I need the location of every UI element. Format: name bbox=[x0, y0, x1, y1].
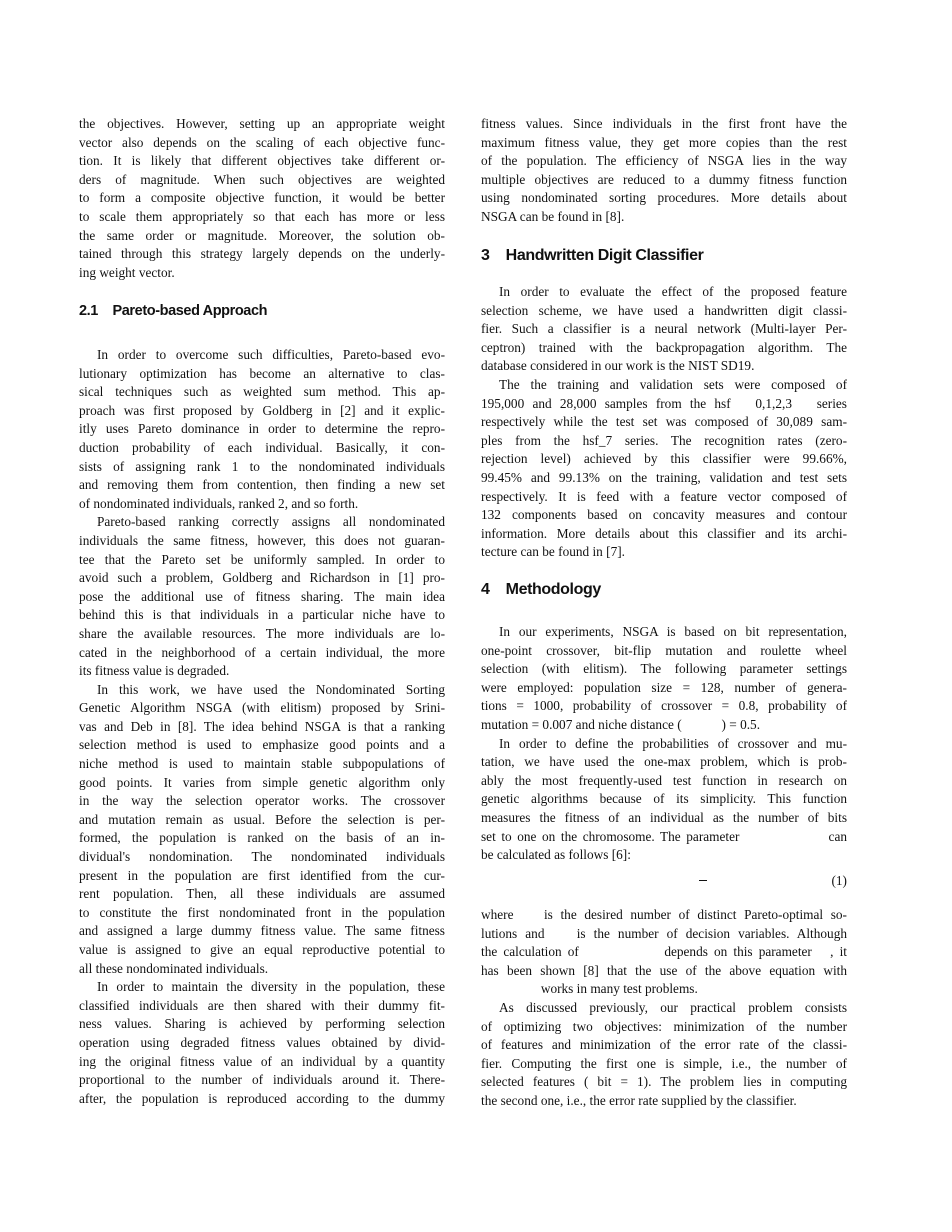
text-line: lutions and is the number of decision variables. Although bbox=[481, 925, 847, 941]
text-line: selection scheme, we have used a handwritten digit classi- bbox=[481, 302, 847, 318]
text-line: proportional to the number of individuals around it. There- bbox=[79, 1072, 445, 1088]
text-line: ceptron) trained with the backpropagation algorithm. The bbox=[481, 339, 847, 355]
text-line: and mutation remain as usual. Before the selection is per- bbox=[79, 811, 445, 827]
paragraph bbox=[481, 735, 847, 865]
text-line: to constitute the first nondominated front in the population bbox=[79, 904, 445, 920]
text-line: multiple objectives are reduced to a dummy fitness function bbox=[481, 171, 847, 187]
section-heading-2-1: 2.1 Pareto-based Approach bbox=[79, 303, 268, 319]
text-line: the objectives. However, setting up an appropriate weight bbox=[79, 116, 445, 131]
text-line: classified individuals are then shared with their dummy fit- bbox=[79, 997, 445, 1013]
paragraph bbox=[481, 906, 847, 999]
text-line: present in the population are first identified from the cur- bbox=[79, 867, 445, 883]
text-line: value is assigned to give an equal reproductive potential to bbox=[79, 942, 445, 957]
text-line: 132 components based on concavity measures and contour bbox=[481, 507, 847, 523]
text-line: the calculation of depends on this parameter , it bbox=[481, 944, 847, 960]
text-line: cated in the neighborhood of a certain individual, the more bbox=[79, 644, 445, 660]
paragraph bbox=[481, 283, 847, 376]
text-line: works in many test problems. bbox=[481, 981, 698, 997]
text-line: ably the most frequently-used test function in research on bbox=[481, 772, 847, 788]
text-line: formed, the population is ranked on the basis of an in- bbox=[79, 830, 445, 846]
text-line: pose the additional use of fitness sharing. The main idea bbox=[79, 588, 445, 604]
text-line: 195,000 and 28,000 samples from the hsf 0,1,2,3 series bbox=[481, 395, 847, 411]
text-line: in the way the selection operator works. The crossover bbox=[79, 793, 445, 809]
text-line: dividual's nondomination. The nondominated individuals bbox=[79, 849, 445, 865]
text-line: good points. It varies from simple genetic algorithm only bbox=[79, 774, 445, 790]
text-line: mutation = 0.007 and niche distance ( ) = 0.5. bbox=[481, 716, 761, 732]
section-4-body-b bbox=[481, 906, 847, 1111]
text-line: of features and minimization of the error rate of the classi- bbox=[481, 1037, 847, 1053]
text-line: vas and Deb in [8]. The idea behind NSGA is that a ranking bbox=[79, 718, 445, 734]
text-line: 99.45% and 99.13% on the training, validation and test sets bbox=[481, 469, 847, 485]
text-line: NSGA can be found in [8]. bbox=[481, 208, 625, 224]
section-2-1-body bbox=[79, 346, 445, 1108]
paragraph bbox=[481, 999, 847, 1111]
paragraph-intro-right bbox=[481, 115, 847, 227]
text-line: of the population. The efficiency of NSGA lies in the way bbox=[481, 153, 847, 169]
text-line: In this work, we have used the Nondominated Sorting bbox=[97, 681, 445, 697]
text-line: and removing them from contention, then finding a new set bbox=[79, 477, 445, 493]
text-line: all these nondominated individuals. bbox=[79, 960, 269, 976]
text-line: respectively. It is feed with a feature vector composed of bbox=[481, 488, 847, 504]
text-line: of optimizing two objectives: minimization of the number bbox=[481, 1018, 847, 1034]
text-line: the same order or magnitude. Moreover, the solution ob- bbox=[79, 227, 445, 243]
text-line: tecture can be found in [7]. bbox=[481, 544, 625, 560]
text-line: tion. It is likely that different objectives take different or- bbox=[79, 153, 445, 169]
text-line: In order to maintain the diversity in the population, these bbox=[97, 979, 445, 995]
text-line: The the training and validation sets were composed of bbox=[499, 376, 847, 392]
text-line: ing the original fitness value of an individual by a quantity bbox=[79, 1053, 445, 1069]
text-line: tation, we have used the one-max problem, which is prob- bbox=[481, 754, 847, 770]
fraction-bar bbox=[699, 880, 707, 881]
text-line: and assigned a large dummy fitness value. The same fitness bbox=[79, 923, 445, 939]
text-line: information. More details about this classifier and its archi- bbox=[481, 525, 847, 541]
paragraph bbox=[481, 623, 847, 735]
text-line: respectively while the test set was composed of 30,089 sam- bbox=[481, 414, 847, 430]
text-line: selection (with elitism). The following parameter settings bbox=[481, 661, 847, 677]
text-line: tions = 1000, probability of crossover = 0.8, probability of bbox=[481, 698, 847, 714]
text-line: itly uses Pareto dominance in order to determine the repro- bbox=[79, 421, 445, 437]
text-line: sists of assigning rank 1 to the nondominated individuals bbox=[79, 458, 445, 474]
text-line: ples from the hsf_7 series. The recognition rates (zero- bbox=[481, 432, 847, 448]
text-line: duction probability of each individual. Basically, it con- bbox=[79, 439, 445, 455]
text-line: share the available resources. The more individuals are lo- bbox=[79, 625, 445, 641]
text-line: ness values. Sharing is achieved by performing selection bbox=[79, 1016, 445, 1032]
text-line: ing weight vector. bbox=[79, 264, 175, 280]
paragraph bbox=[481, 115, 847, 227]
text-line: individuals the same fitness, however, this does not guaran- bbox=[79, 532, 445, 548]
text-line: fier. Computing the first one is simple, i.e., the number of bbox=[481, 1055, 847, 1071]
text-line: to scale them appropriately so that each has more or less bbox=[79, 208, 445, 224]
text-line: database considered in our work is the NIST SD19. bbox=[481, 358, 755, 374]
text-line: Pareto-based ranking correctly assigns all nondominated bbox=[97, 514, 445, 530]
text-line: operation using degraded fitness values obtained by divid- bbox=[79, 1034, 445, 1050]
paragraph bbox=[481, 376, 847, 562]
text-line: tee that the Pareto set be uniformly sampled. In order to bbox=[79, 551, 445, 567]
text-line: genetic algorithms because of its simplicity. This function bbox=[481, 791, 847, 807]
section-heading-3: 3 Handwritten Digit Classifier bbox=[481, 247, 704, 264]
text-line: Genetic Algorithm NSGA (with elitism) proposed by Srini- bbox=[79, 700, 445, 716]
text-line: its fitness value is degraded. bbox=[79, 663, 230, 679]
text-line: In our experiments, NSGA is based on bit representation, bbox=[499, 624, 847, 639]
text-line: rent population. Then, all these individuals are assumed bbox=[79, 886, 445, 902]
text-line: the second one, i.e., the error rate supplied by the classifier. bbox=[481, 1092, 797, 1108]
text-line: As discussed previously, our practical problem consists bbox=[499, 999, 847, 1015]
text-line: one-point crossover, bit-flip mutation and roulette wheel bbox=[481, 642, 847, 658]
paragraph bbox=[79, 978, 445, 1108]
text-line: fier. Such a classifier is a neural network (Multi-layer Per- bbox=[481, 321, 847, 337]
text-line: In order to overcome such difficulties, Pareto-based evo- bbox=[97, 347, 445, 362]
section-3-body bbox=[481, 283, 847, 562]
paragraph bbox=[79, 115, 445, 282]
text-line: sical techniques such as weighted sum method. This ap- bbox=[79, 384, 445, 400]
paragraph-intro-left bbox=[79, 115, 445, 282]
text-line: behind this is that individuals in a particular niche have to bbox=[79, 607, 445, 623]
text-line: maximum fitness value, they get more copies than the rest bbox=[481, 134, 847, 150]
text-line: lutionary optimization has become an alternative to clas- bbox=[79, 365, 445, 381]
equation-number: (1) bbox=[831, 873, 847, 888]
text-line: tained through this strategy largely depends on the underly- bbox=[79, 246, 445, 262]
text-line: fitness values. Since individuals in the first front have the bbox=[481, 116, 847, 131]
text-line: rejection level) achieved by this classifier were 99.66%, bbox=[481, 451, 847, 467]
text-line: set to one on the chromosome. The parameter can bbox=[481, 828, 847, 844]
text-line: In order to evaluate the effect of the proposed feature bbox=[499, 284, 847, 299]
text-line: proach was first proposed by Goldberg in [2] and it explic- bbox=[79, 402, 445, 418]
text-line: selected features ( bit = 1). The problem lies in computing bbox=[481, 1074, 847, 1090]
text-line: has been shown [8] that the use of the above equation with bbox=[481, 962, 847, 978]
text-line: to form a composite objective function, it would be better bbox=[79, 190, 445, 206]
paragraph bbox=[79, 513, 445, 680]
text-line: In order to define the probabilities of crossover and mu- bbox=[499, 735, 847, 751]
section-4-body-a bbox=[481, 623, 847, 865]
text-line: were employed: population size = 128, number of genera- bbox=[481, 679, 847, 695]
text-line: selection method is used to emphasize good points and a bbox=[79, 737, 445, 753]
text-line: niche method is used to maintain stable subpopulations of bbox=[79, 756, 445, 772]
text-line: be calculated as follows [6]: bbox=[481, 847, 631, 863]
paragraph bbox=[79, 681, 445, 979]
paragraph bbox=[79, 346, 445, 513]
text-line: avoid such a problem, Goldberg and Richardson in [1] pro- bbox=[79, 570, 445, 586]
text-line: measures the fitness of an individual as the number of bits bbox=[481, 809, 847, 825]
text-line: vector also depends on the scaling of each objective func- bbox=[79, 134, 445, 150]
text-line: after, the population is reproduced according to the dummy bbox=[79, 1090, 445, 1106]
section-heading-4: 4 Methodology bbox=[481, 581, 601, 598]
text-line: where is the desired number of distinct Pareto-optimal so- bbox=[481, 907, 847, 922]
text-line: ders of magnitude. When such objectives are weighted bbox=[79, 171, 445, 187]
text-line: using nondominated sorting procedures. More details about bbox=[481, 190, 847, 206]
text-line: of nondominated individuals, ranked 2, and so forth. bbox=[79, 495, 359, 511]
